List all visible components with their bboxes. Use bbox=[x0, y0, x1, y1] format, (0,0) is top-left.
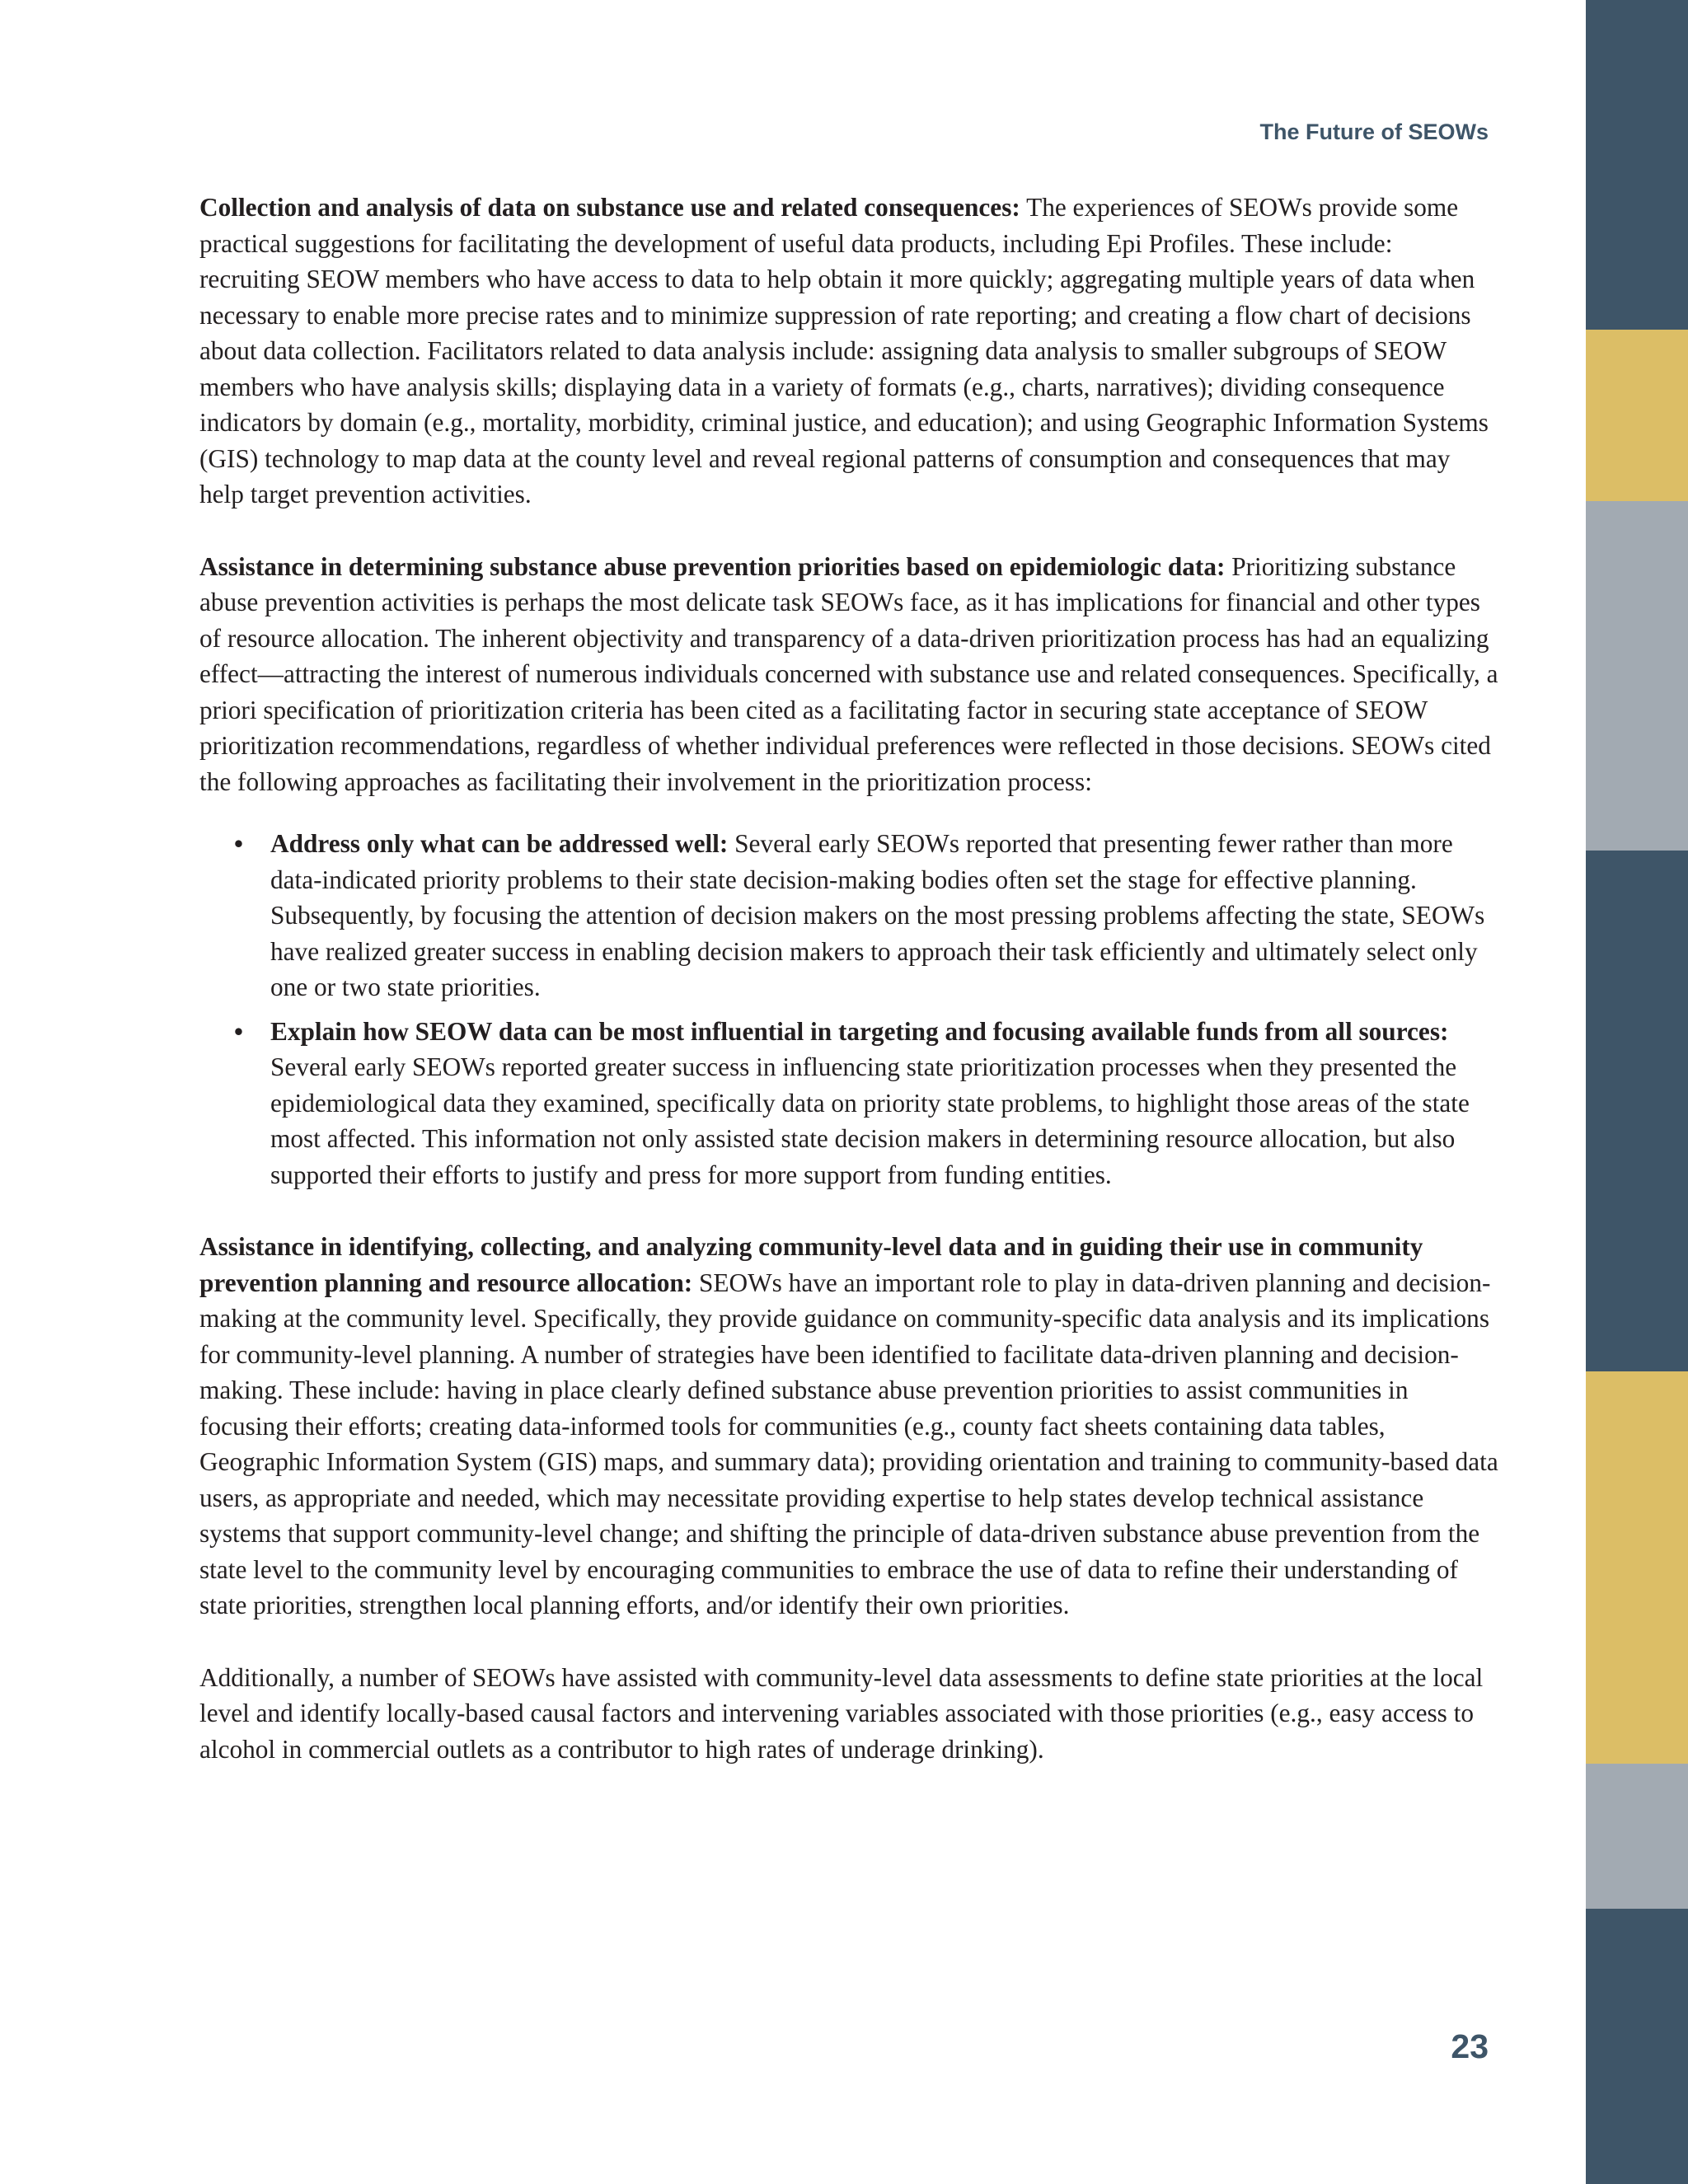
approaches-list bbox=[199, 826, 1498, 1193]
list-item-lead: Explain how SEOW data can be most influential in targeting and focusing available funds from all sources: bbox=[270, 1016, 1449, 1046]
paragraph-lead: Assistance in identifying, collecting, and analyzing community-level data and in guiding their use in community prevention planning and resource allocation: bbox=[199, 1232, 1423, 1297]
paragraph-prioritization bbox=[199, 549, 1498, 800]
sidebar-band-slate bbox=[1586, 1909, 1688, 2184]
paragraph-text: The experiences of SEOWs provide some practical suggestions for facilitating the development of useful data products, including Epi Profiles. These include: recruiting SEOW members who have access to data to help obtain it more quickly; aggregating multiple years of data when necessary to enable more precise rates and to minimize suppression of rate reporting; and creating a flow chart of decisions about data collection. Facilitators related to data analysis include: assigning data analysis to smaller subgroups of SEOW members who have analysis skills; displaying data in a variety of formats (e.g., charts, narratives); dividing consequence indicators by domain (e.g., mortality, morbidity, criminal justice, and education); and using Geographic Information Systems (GIS) technology to map data at the county level and reveal regional patterns of consumption and consequences that may help target prevention activities. bbox=[199, 193, 1489, 509]
bullet-marker: • bbox=[234, 1016, 243, 1046]
bullet-marker: • bbox=[234, 829, 243, 858]
paragraph-text: SEOWs have an important role to play in data-driven planning and decision-making at the community level. Specifically, they provide guidance on community-specific data analysis and its implications for community-level planning. A number of strategies have been identified to facilitate data-driven planning and decision-making. These include: having in place clearly defined substance abuse prevention priorities to assist communities in focusing their efforts; creating data-informed tools for communities (e.g., county fact sheets containing data tables, Geographic Information System (GIS) maps, and summary data); providing orientation and training to community-based data users, as appropriate and needed, which may necessitate providing expertise to help states develop technical assistance systems that support community-level change; and shifting the principle of data-driven substance abuse prevention from the state level to the community level by encouraging communities to embrace the use of data to refine their understanding of state priorities, strengthen local planning efforts, and/or identify their own priorities. bbox=[199, 1268, 1498, 1619]
decorative-sidebar bbox=[1586, 0, 1688, 2184]
sidebar-band-gold bbox=[1586, 330, 1688, 501]
paragraph-lead: Assistance in determining substance abuse prevention priorities based on epidemiologic data: bbox=[199, 551, 1226, 581]
sidebar-band-gold bbox=[1586, 1371, 1688, 1764]
list-item bbox=[199, 826, 1498, 1005]
paragraph-text: Prioritizing substance abuse prevention activities is perhaps the most delicate task SEOWs face, as it has implications for financial and other types of resource allocation. The inherent objectivity and transparency of a data-driven prioritization process has had an equalizing effect—attracting the interest of numerous individuals concerned with substance use and related consequences. Specifically, a priori specification of prioritization criteria has been cited as a facilitating factor in securing state acceptance of SEOW prioritization recommendations, regardless of whether individual preferences were reflected in those decisions. SEOWs cited the following approaches as facilitating their involvement in the prioritization process: bbox=[199, 551, 1498, 796]
sidebar-band-gray bbox=[1586, 1764, 1688, 1909]
sidebar-band-gray bbox=[1586, 501, 1688, 851]
paragraph-lead: Collection and analysis of data on substance use and related consequences: bbox=[199, 193, 1020, 222]
list-item bbox=[199, 1014, 1498, 1193]
running-header: The Future of SEOWs bbox=[1259, 120, 1489, 144]
page-body bbox=[199, 190, 1498, 1767]
list-item-lead: Address only what can be addressed well: bbox=[270, 829, 729, 858]
paragraph-community-level bbox=[199, 1229, 1498, 1624]
paragraph-text: Additionally, a number of SEOWs have assisted with community-level data assessments to define state priorities at the local level and identify locally-based causal factors and intervening variables associated with those priorities (e.g., easy access to alcohol in commercial outlets as a contributor to high rates of underage drinking). bbox=[199, 1662, 1484, 1764]
list-item-text: Several early SEOWs reported greater success in influencing state prioritization processes when they presented the epidemiological data they examined, specifically data on priority state problems, to highlight those areas of the state most affected. This information not only assisted state decision makers in determining resource allocation, but also supported their efforts to justify and press for more support from funding entities. bbox=[270, 1052, 1470, 1189]
sidebar-band-slate bbox=[1586, 0, 1688, 330]
list-item-text: Several early SEOWs reported that presenting fewer rather than more data-indicated priority problems to their state decision-making bodies often set the stage for effective planning. Subsequently, by focusing the attention of decision makers on the most pressing problems affecting the state, SEOWs have realized greater success in enabling decision makers to approach their task efficiently and ultimately select only one or two state priorities. bbox=[270, 829, 1485, 1001]
sidebar-band-slate bbox=[1586, 851, 1688, 1371]
paragraph-additionally bbox=[199, 1660, 1498, 1768]
page-number: 23 bbox=[1451, 2027, 1489, 2065]
paragraph-data-collection bbox=[199, 190, 1498, 513]
